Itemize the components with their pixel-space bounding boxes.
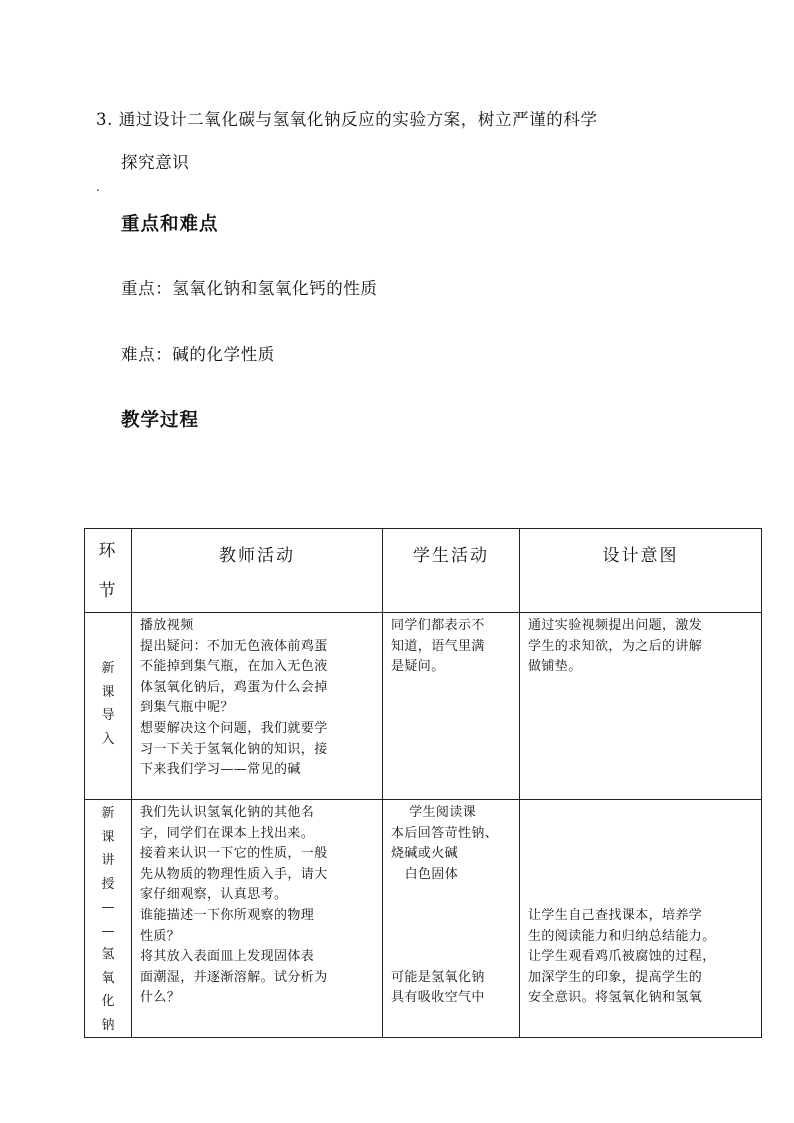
key-point-text: 重点：氢氧化钠和氢氧化钙的性质 — [121, 279, 378, 298]
header-segment: 环 节 — [85, 529, 132, 613]
difficulty-text: 难点：碱的化学性质 — [121, 345, 275, 364]
goal-3-line-2: 探究意识 — [121, 153, 190, 172]
header-teacher-activity: 教师活动 — [132, 529, 383, 613]
table-header-row — [85, 529, 762, 613]
teaching-process-heading: 教学过程 — [121, 410, 200, 431]
segment-cell: 新 课 讲 授 — — 氢 氧 化 钠 — [85, 800, 132, 1038]
key-difficulty-heading: 重点和难点 — [121, 214, 219, 235]
design-intent-cell: 让学生自己查找课本，培养学 生的阅读能力和归纳总结能力。 让学生观看鸡爪被腐蚀的过程， 加深学生的印象，提高学生的 安全意识。将氢氧化钠和氢氧 — [520, 800, 762, 1038]
goal-3-line-1: 3. 通过设计二氧化碳与氢氧化钠反应的实验方案，树立严谨的科学 — [96, 110, 598, 129]
paragraph-mark: . — [96, 180, 100, 194]
header-student-activity: 学生活动 — [383, 529, 520, 613]
segment-cell: 新 课 导 入 — [85, 613, 132, 800]
design-intent-cell: 通过实验视频提出问题，激发 学生的求知欲，为之后的讲解 做铺垫。 — [520, 613, 762, 800]
header-design-intent: 设计意图 — [520, 529, 762, 613]
teaching-process-table — [84, 528, 762, 1038]
table-row — [85, 613, 762, 800]
teacher-activity-cell: 播放视频 提出疑问：不加无色液体前鸡蛋 不能掉到集气瓶，在加入无色液 体氢氧化钠后，鸡蛋为什么会掉 到集气瓶中呢？ 想要解决这个问题，我们就要学 习一下关于氢氧化钠的知识，接 下来我们学习——常见的碱 — [132, 613, 383, 800]
teacher-activity-cell: 我们先认识氢氧化钠的其他名 字，同学们在课本上找出来。 接着来认识一下它的性质，一般 先从物质的物理性质入手，请大 家仔细观察，认真思考。 谁能描述一下你所观察的物理 性质？ 将其放入表面皿上发现固体表 面潮湿，并逐渐溶解。试分析为 什么？ — [132, 800, 383, 1038]
table-row — [85, 800, 762, 1038]
student-activity-cell: 学生阅读课 本后回答苛性钠、 烧碱或火碱 白色固体 可能是氢氧化钠 具有吸收空气中 — [383, 800, 520, 1038]
student-activity-cell: 同学们都表示不 知道，语气里满 是疑问。 — [383, 613, 520, 800]
